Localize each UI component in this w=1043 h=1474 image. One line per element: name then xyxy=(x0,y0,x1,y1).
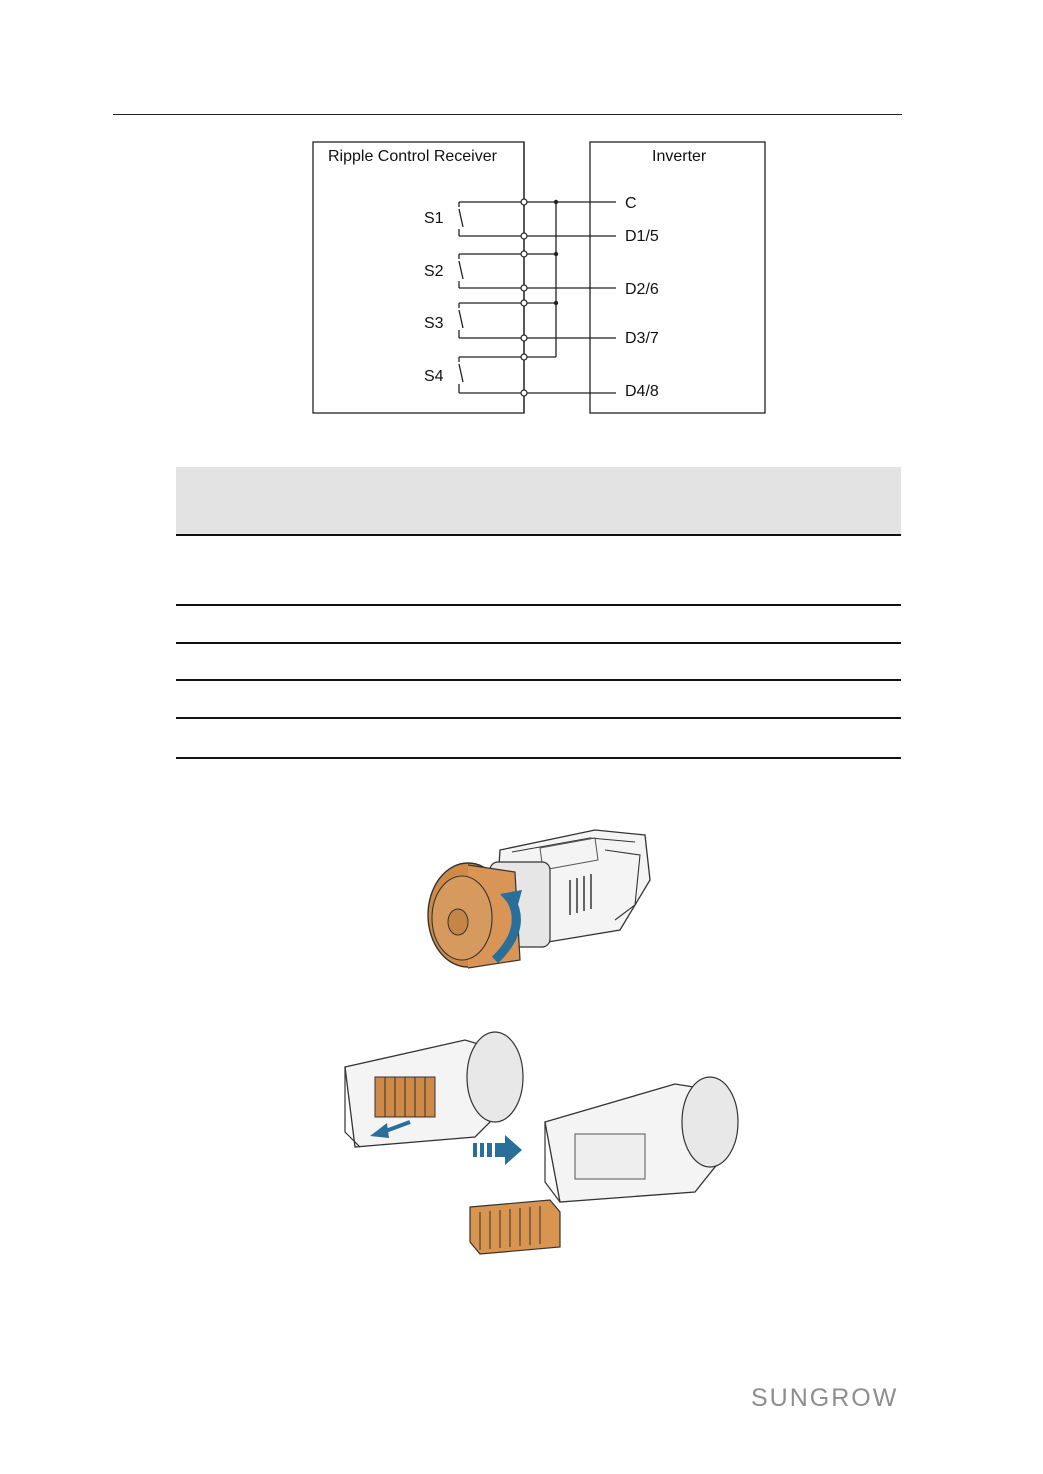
receiver-title: Ripple Control Receiver xyxy=(328,148,497,165)
terminal-label-d1-5: D1/5 xyxy=(625,228,659,245)
inverter-title: Inverter xyxy=(652,148,707,165)
sungrow-logo: SUNGROW xyxy=(751,1384,899,1412)
wiring xyxy=(459,142,616,413)
inverter-box xyxy=(590,142,765,413)
table-rule xyxy=(176,642,901,644)
table-header xyxy=(176,467,901,534)
terminal-label-d4-8: D4/8 xyxy=(625,383,659,400)
switch-label-s3: S3 xyxy=(424,315,444,332)
table-rule xyxy=(176,717,901,719)
table-rule xyxy=(176,604,901,606)
switch-label-s4: S4 xyxy=(424,368,444,385)
connector-swivel-nut-illustration xyxy=(420,810,660,975)
ripple-control-wiring-diagram xyxy=(305,135,775,425)
terminal-label-c: C xyxy=(625,195,637,212)
receiver-box xyxy=(313,142,524,413)
header-rule xyxy=(113,114,902,115)
table-rule xyxy=(176,534,901,536)
terminal-label-d3-7: D3/7 xyxy=(625,330,659,347)
table-rule xyxy=(176,757,901,759)
terminal-label-d2-6: D2/6 xyxy=(625,281,659,298)
switch-label-s2: S2 xyxy=(424,263,444,280)
table-rule xyxy=(176,679,901,681)
switch-label-s1: S1 xyxy=(424,210,444,227)
terminal-block-removal-illustration xyxy=(335,1022,745,1262)
